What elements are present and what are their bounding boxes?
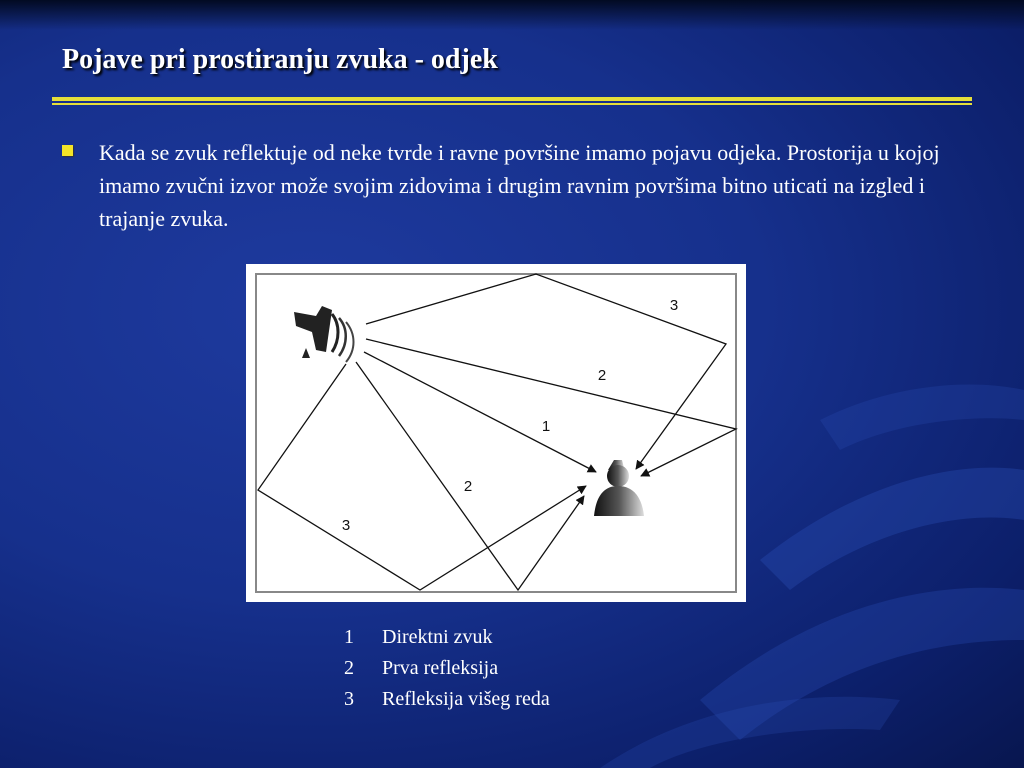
legend-number: 2 — [344, 657, 354, 679]
legend-item — [344, 684, 550, 715]
ray-path-lower-3 — [258, 364, 586, 590]
path-label-lower-3: 3 — [341, 517, 351, 534]
ray-path-lower-2 — [356, 362, 584, 590]
legend-number: 1 — [344, 626, 354, 648]
path-label-lower-2: 2 — [463, 478, 473, 495]
path-label-top-3: 3 — [669, 297, 679, 314]
square-bullet-icon — [62, 145, 73, 156]
legend-text: Direktni zvuk — [382, 626, 493, 648]
bullet-text: Kada se zvuk reflektuje od neke tvrde i ravne površine imamo pojavu odjeka. Prostorija u kojoj imamo zvučni izvor može svojim zidovima i drugim ravnim površima bitno uticati na izgled i trajanje zvuka. — [99, 140, 940, 231]
legend-number: 3 — [344, 688, 354, 710]
path-label-direct-1: 1 — [541, 418, 551, 435]
legend-text: Prva refleksija — [382, 657, 499, 679]
title-rule-thin — [52, 103, 972, 105]
path-label-upper-2: 2 — [597, 367, 607, 384]
slide-title: Pojave pri prostiranju zvuka - odjek — [62, 44, 498, 75]
diagram-legend — [344, 622, 550, 715]
title-rule-thick — [52, 97, 972, 101]
bullet-item — [62, 136, 962, 235]
legend-item — [344, 622, 550, 653]
echo-diagram — [246, 264, 746, 602]
loudspeaker-icon — [294, 306, 354, 362]
legend-text: Refleksija višeg reda — [382, 688, 550, 710]
ray-direct-1 — [364, 352, 596, 472]
legend-item — [344, 653, 550, 684]
